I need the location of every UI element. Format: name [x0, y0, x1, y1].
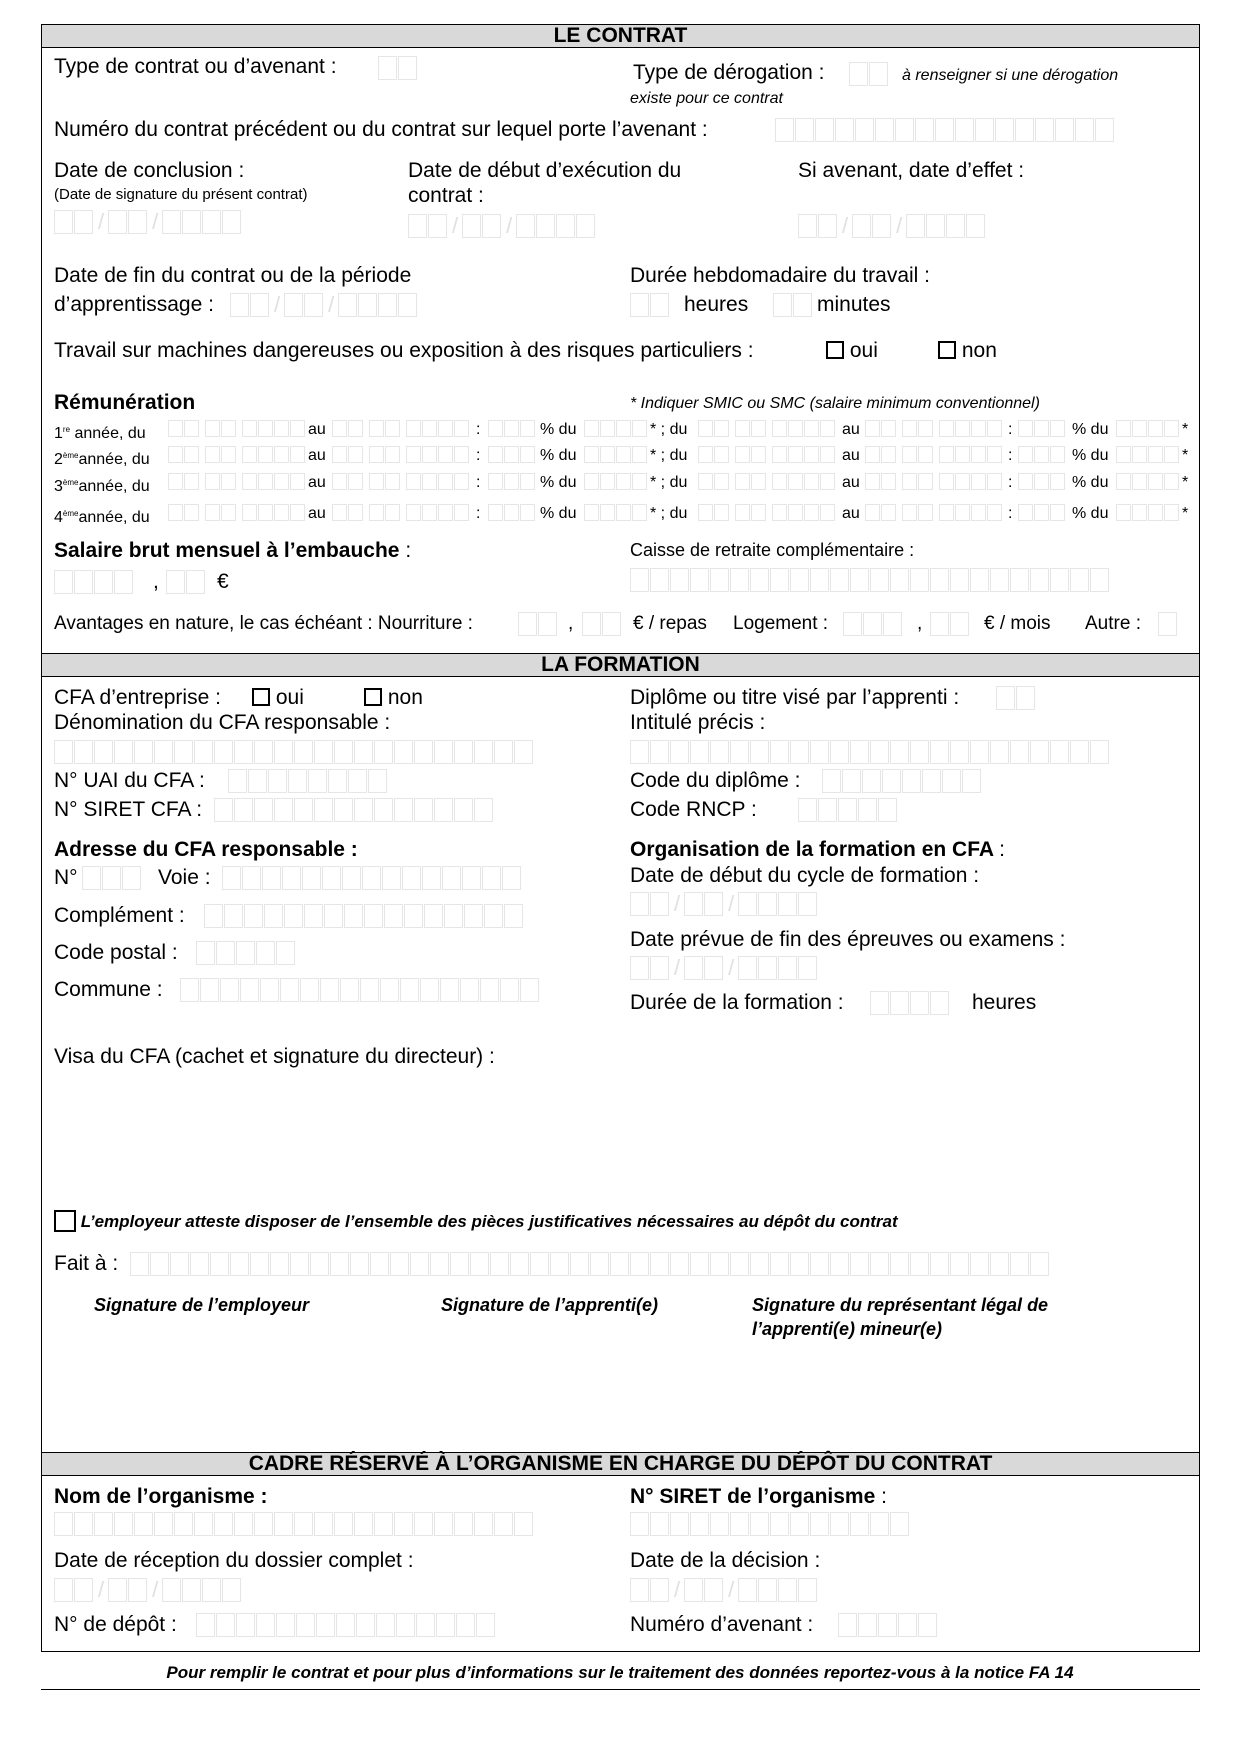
- year-from-date-boxes-2[interactable]: [698, 504, 836, 521]
- diploma-code-boxes[interactable]: [822, 769, 982, 793]
- legal-rep-signature-label: Signature du représentant légal de: [752, 1295, 1049, 1315]
- duration-label: Durée de la formation :: [630, 991, 844, 1014]
- siret-cfa-label: N° SIRET CFA :: [54, 798, 203, 821]
- contract-type-boxes[interactable]: [378, 56, 418, 80]
- derogation-label: Type de dérogation :: [633, 61, 825, 84]
- percent-of-label: % du: [540, 421, 577, 438]
- year-from-date-boxes-2[interactable]: [698, 473, 836, 490]
- year-percent-boxes-2[interactable]: [1018, 504, 1066, 521]
- start-date-boxes[interactable]: / /: [408, 214, 596, 238]
- attest-checkbox[interactable]: [54, 1210, 76, 1232]
- previous-contract-label: Numéro du contrat précédent ou du contrat sur lequel porte l’avenant :: [54, 118, 708, 141]
- street-label: Voie :: [158, 866, 211, 889]
- gross-salary-label: Salaire brut mensuel à l’embauche: [54, 539, 400, 562]
- au-label: au: [842, 447, 860, 464]
- au-label: au: [308, 505, 326, 522]
- year-reference-boxes-2[interactable]: [1116, 504, 1180, 521]
- end-date-label-2: d’apprentissage :: [54, 293, 214, 316]
- percent-of-label: % du: [1072, 505, 1109, 522]
- weekly-minutes-boxes[interactable]: [773, 293, 813, 317]
- deposit-number-label: N° de dépôt :: [54, 1613, 177, 1636]
- meal-comma: ,: [568, 613, 574, 634]
- weekly-duration-label: Durée hebdomadaire du travail :: [630, 264, 931, 287]
- company-cfa-no-label: non: [387, 686, 423, 709]
- org-name-boxes[interactable]: [54, 1512, 534, 1536]
- company-cfa-yes-label: oui: [275, 686, 304, 709]
- year-percent-boxes-2[interactable]: [1018, 473, 1066, 490]
- diploma-code-label: Code du diplôme :: [630, 769, 801, 792]
- reception-date-boxes[interactable]: / /: [54, 1578, 242, 1602]
- minutes-label: minutes: [817, 293, 891, 316]
- year-to-date-boxes-2[interactable]: [865, 473, 1003, 490]
- gross-salary-comma: ,: [153, 570, 159, 593]
- weekly-hours-boxes[interactable]: [630, 293, 670, 317]
- percent-of-label: % du: [540, 447, 577, 464]
- hours-label: heures: [684, 293, 749, 316]
- au-label: au: [308, 474, 326, 491]
- diploma-label: Diplôme ou titre visé par l’apprenti :: [630, 686, 960, 709]
- company-cfa-no-checkbox[interactable]: [364, 688, 382, 706]
- year-from-date-boxes[interactable]: [168, 446, 306, 463]
- org-siret-boxes[interactable]: [630, 1512, 910, 1536]
- section-header-training: LA FORMATION: [42, 653, 1199, 677]
- conclusion-date-label: Date de conclusion :: [54, 159, 245, 182]
- contract-type-label: Type de contrat ou d’avenant :: [54, 55, 337, 78]
- amendment-number-boxes[interactable]: [838, 1613, 938, 1637]
- gross-salary-colon: :: [405, 539, 412, 562]
- year-reference-boxes-2[interactable]: [1116, 420, 1180, 437]
- derogation-note-2: existe pour ce contrat: [630, 90, 783, 107]
- star-label: *: [1182, 505, 1189, 522]
- org-siret-colon: :: [881, 1485, 887, 1508]
- colon-label: :: [476, 474, 481, 491]
- town-label: Commune :: [54, 978, 163, 1001]
- year-from-date-boxes-2[interactable]: [698, 420, 836, 437]
- gross-salary-euros-boxes[interactable]: [54, 570, 134, 594]
- year-to-date-boxes[interactable]: [332, 473, 470, 490]
- star-du-label: * ; du: [650, 474, 688, 491]
- year-from-date-boxes-2[interactable]: [698, 446, 836, 463]
- street-boxes[interactable]: [222, 866, 522, 890]
- address-number-label: N°: [54, 866, 78, 889]
- legal-rep-signature-label-2: l’apprenti(e) mineur(e): [752, 1319, 943, 1339]
- colon-label: :: [476, 447, 481, 464]
- colon-label: :: [1008, 505, 1013, 522]
- done-at-label: Fait à :: [54, 1252, 119, 1275]
- start-date-label-2: contrat :: [408, 184, 484, 207]
- percent-of-label: % du: [1072, 447, 1109, 464]
- year-from-date-boxes[interactable]: [168, 504, 306, 521]
- housing-label: Logement :: [733, 613, 829, 634]
- year-percent-boxes-2[interactable]: [1018, 446, 1066, 463]
- conclusion-date-boxes[interactable]: / /: [54, 210, 242, 234]
- exam-end-label: Date prévue de fin des épreuves ou examens :: [630, 928, 1066, 951]
- pension-boxes[interactable]: [630, 568, 1110, 592]
- star-du-label: * ; du: [650, 421, 688, 438]
- amendment-number-label: Numéro d’avenant :: [630, 1613, 814, 1636]
- footer-note: Pour remplir le contrat et pour plus d’informations sur le traitement des données reportez-vous à la notice FA 14: [166, 1663, 1074, 1682]
- diploma-boxes[interactable]: [996, 686, 1036, 710]
- year-label: 2èmeannée, du: [54, 451, 150, 468]
- address-number-boxes[interactable]: [82, 866, 142, 890]
- cfa-visa-label: Visa du CFA (cachet et signature du directeur) :: [54, 1045, 495, 1068]
- siret-cfa-boxes[interactable]: [214, 798, 494, 822]
- colon-label: :: [1008, 421, 1013, 438]
- colon-label: :: [1008, 474, 1013, 491]
- year-reference-boxes[interactable]: [584, 446, 648, 463]
- derogation-note: à renseigner si une dérogation: [902, 67, 1119, 84]
- org-name-label: Nom de l’organisme :: [54, 1485, 268, 1508]
- year-label: 1re année, du: [54, 425, 146, 442]
- colon-label: :: [476, 505, 481, 522]
- au-label: au: [308, 421, 326, 438]
- company-cfa-label: CFA d’entreprise :: [54, 686, 221, 709]
- duration-boxes[interactable]: [870, 991, 950, 1015]
- exact-title-boxes[interactable]: [630, 740, 1110, 764]
- done-at-boxes[interactable]: [130, 1252, 1050, 1276]
- end-date-label: Date de fin du contrat ou de la période: [54, 264, 412, 287]
- cfa-visa-area[interactable]: [54, 1072, 1174, 1190]
- rncp-boxes[interactable]: [798, 798, 898, 822]
- year-percent-boxes[interactable]: [488, 446, 536, 463]
- year-from-date-boxes[interactable]: [168, 420, 306, 437]
- exact-title-label: Intitulé précis :: [630, 711, 766, 734]
- organisation-heading: Organisation de la formation en CFA: [630, 838, 994, 861]
- conclusion-date-note: (Date de signature du présent contrat): [54, 186, 308, 203]
- end-date-boxes[interactable]: / /: [230, 293, 418, 317]
- pension-label: Caisse de retraite complémentaire :: [630, 540, 915, 560]
- apprentice-signature-label: Signature de l’apprenti(e): [441, 1295, 659, 1315]
- colon-label: :: [476, 421, 481, 438]
- start-date-label: Date de début d’exécution du: [408, 159, 682, 182]
- cfa-name-label: Dénomination du CFA responsable :: [54, 711, 391, 734]
- attest-label: L’employeur atteste disposer de l’ensemble des pièces justificatives nécessaires au dépôt du contrat: [80, 1212, 898, 1231]
- year-percent-boxes[interactable]: [488, 473, 536, 490]
- colon-label: :: [1008, 447, 1013, 464]
- derogation-boxes[interactable]: [849, 62, 889, 86]
- year-percent-boxes-2[interactable]: [1018, 420, 1066, 437]
- star-label: *: [1182, 421, 1189, 438]
- year-label: 4èmeannée, du: [54, 509, 150, 526]
- town-boxes[interactable]: [180, 978, 540, 1002]
- complement-label: Complément :: [54, 904, 185, 927]
- gross-salary-euro: €: [217, 570, 229, 593]
- other-boxes[interactable]: [1158, 612, 1178, 636]
- cfa-address-heading: Adresse du CFA responsable :: [54, 838, 358, 861]
- star-du-label: * ; du: [650, 505, 688, 522]
- percent-of-label: % du: [1072, 421, 1109, 438]
- year-reference-boxes[interactable]: [584, 473, 648, 490]
- duration-hours-label: heures: [972, 991, 1037, 1014]
- year-to-date-boxes-2[interactable]: [865, 420, 1003, 437]
- organisation-colon: :: [999, 838, 1005, 861]
- uai-label: N° UAI du CFA :: [54, 769, 205, 792]
- employer-signature-label: Signature de l’employeur: [94, 1295, 310, 1315]
- star-du-label: * ; du: [650, 447, 688, 464]
- star-label: *: [1182, 447, 1189, 464]
- smic-note: * Indiquer SMIC ou SMC (salaire minimum conventionnel): [630, 395, 1040, 412]
- percent-of-label: % du: [540, 505, 577, 522]
- dangerous-yes-label: oui: [849, 339, 878, 362]
- meal-cents-boxes[interactable]: [582, 612, 622, 636]
- per-month-label: € / mois: [984, 613, 1051, 634]
- year-percent-boxes[interactable]: [488, 420, 536, 437]
- housing-cents-boxes[interactable]: [930, 612, 970, 636]
- footer-rule: [41, 1689, 1200, 1690]
- decision-date-label: Date de la décision :: [630, 1549, 821, 1572]
- org-siret-label: N° SIRET de l’organisme: [630, 1485, 876, 1508]
- postcode-label: Code postal :: [54, 941, 178, 964]
- amendment-date-boxes[interactable]: / /: [798, 214, 986, 238]
- dangerous-no-label: non: [961, 339, 997, 362]
- cfa-name-boxes[interactable]: [54, 740, 534, 764]
- cycle-start-label: Date de début du cycle de formation :: [630, 864, 980, 887]
- year-to-date-boxes-2[interactable]: [865, 446, 1003, 463]
- remuneration-heading: Rémunération: [54, 391, 196, 414]
- benefits-label: Avantages en nature, le cas échéant : Nourriture :: [54, 613, 473, 634]
- reception-date-label: Date de réception du dossier complet :: [54, 1549, 414, 1572]
- previous-contract-boxes[interactable]: [775, 118, 1115, 142]
- housing-comma: ,: [917, 613, 923, 634]
- year-from-date-boxes[interactable]: [168, 473, 306, 490]
- other-label: Autre :: [1085, 613, 1141, 634]
- amendment-date-label: Si avenant, date d’effet :: [798, 159, 1025, 182]
- year-to-date-boxes[interactable]: [332, 420, 470, 437]
- decision-date-boxes[interactable]: / /: [630, 1578, 818, 1602]
- deposit-number-boxes[interactable]: [196, 1613, 496, 1637]
- year-reference-boxes[interactable]: [584, 504, 648, 521]
- section-header-contract: LE CONTRAT: [42, 24, 1199, 48]
- housing-euros-boxes[interactable]: [843, 612, 903, 636]
- au-label: au: [842, 421, 860, 438]
- year-reference-boxes-2[interactable]: [1116, 446, 1180, 463]
- year-to-date-boxes-2[interactable]: [865, 504, 1003, 521]
- signature-area[interactable]: [54, 1340, 1174, 1440]
- per-meal-label: € / repas: [633, 613, 707, 634]
- au-label: au: [842, 474, 860, 491]
- year-reference-boxes-2[interactable]: [1116, 473, 1180, 490]
- au-label: au: [842, 505, 860, 522]
- exam-end-boxes[interactable]: / /: [630, 956, 818, 980]
- gross-salary-cents-boxes[interactable]: [166, 570, 206, 594]
- dangerous-work-label: Travail sur machines dangereuses ou exposition à des risques particuliers :: [54, 339, 754, 362]
- year-label: 3èmeannée, du: [54, 478, 150, 495]
- postcode-boxes[interactable]: [196, 941, 296, 965]
- star-label: *: [1182, 474, 1189, 491]
- rncp-label: Code RNCP :: [630, 798, 757, 821]
- percent-of-label: % du: [1072, 474, 1109, 491]
- percent-of-label: % du: [540, 474, 577, 491]
- dangerous-no-checkbox[interactable]: [938, 341, 956, 359]
- year-reference-boxes[interactable]: [584, 420, 648, 437]
- uai-boxes[interactable]: [228, 769, 388, 793]
- year-to-date-boxes[interactable]: [332, 504, 470, 521]
- dangerous-yes-checkbox[interactable]: [826, 341, 844, 359]
- au-label: au: [308, 447, 326, 464]
- company-cfa-yes-checkbox[interactable]: [252, 688, 270, 706]
- year-to-date-boxes[interactable]: [332, 446, 470, 463]
- year-percent-boxes[interactable]: [488, 504, 536, 521]
- meal-euros-boxes[interactable]: [518, 612, 558, 636]
- section-header-reserved: CADRE RÉSERVÉ À L’ORGANISME EN CHARGE DU DÉPÔT DU CONTRAT: [42, 1452, 1199, 1476]
- complement-boxes[interactable]: [204, 904, 524, 928]
- cycle-start-boxes[interactable]: / /: [630, 892, 818, 916]
